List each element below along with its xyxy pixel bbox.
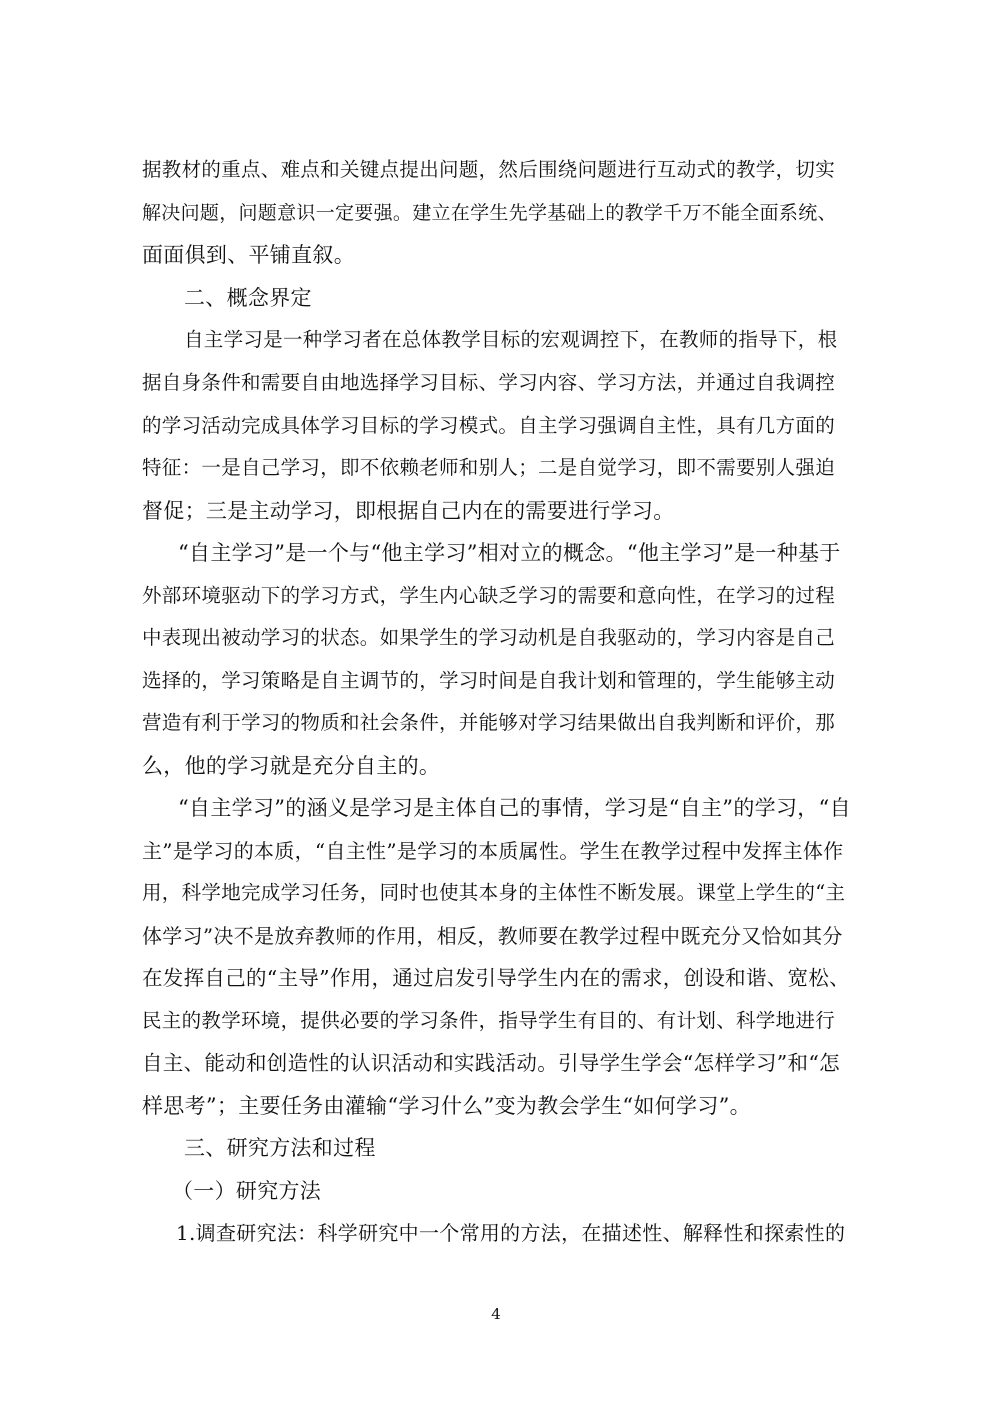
text-line: 面面俱到、平铺直叙。	[142, 243, 355, 267]
subsection-heading: （一）研究方法	[172, 1179, 322, 1203]
text-line: 中表现出被动学习的状态。如果学生的学习动机是自我驱动的，学习内容是自己	[142, 626, 836, 649]
text-line: 特征：一是自己学习，即不依赖老师和别人；二是自觉学习，即不需要别人强迫	[142, 456, 836, 479]
text-line: 体学习”决不是放弃教师的作用，相反，教师要在教学过程中既充分又恰如其分	[142, 924, 843, 948]
text-line: 的学习活动完成具体学习目标的学习模式。自主学习强调自主性，具有几方面的	[142, 414, 836, 437]
text-line: 样思考”；主要任务由灌输“学习什么”变为教会学生“如何学习”。	[142, 1094, 751, 1118]
text-line: 外部环境驱动下的学习方式，学生内心缺乏学习的需要和意向性，在学习的过程	[142, 584, 836, 607]
text-line: 自主、能动和创造性的认识活动和实践活动。引导学生学会“怎样学习”和“怎	[142, 1051, 840, 1075]
text-line: “自主学习”的涵义是学习是主体自己的事情，学习是“自主”的学习，“自	[178, 796, 851, 820]
text-line: “自主学习”是一个与“他主学习”相对立的概念。“他主学习”是一种基于	[178, 541, 841, 565]
text-line: 选择的，学习策略是自主调节的，学习时间是自我计划和管理的，学生能够主动	[142, 669, 836, 692]
section-heading: 三、研究方法和过程	[184, 1136, 376, 1160]
text-line: 营造有利于学习的物质和社会条件，并能够对学习结果做出自我判断和评价，那	[142, 711, 836, 734]
text-line: 解决问题，问题意识一定要强。建立在学生先学基础上的教学千万不能全面系统、	[142, 202, 837, 224]
text-line: 督促；三是主动学习，即根据自己内在的需要进行学习。	[142, 499, 675, 523]
section-heading: 二、概念界定	[184, 286, 312, 310]
text-line: 民主的教学环境，提供必要的学习条件，指导学生有目的、有计划、科学地进行	[142, 1009, 836, 1032]
text-line: 在发挥自己的“主导”作用，通过启发引导学生内在的需求，创设和谐、宽松、	[142, 966, 850, 990]
page-number: 4	[491, 1305, 501, 1323]
text-line: 主”是学习的本质，“自主性”是学习的本质属性。学生在教学过程中发挥主体作	[142, 839, 844, 863]
text-line: 1.调查研究法：科学研究中一个常用的方法，在描述性、解释性和探索性的	[176, 1221, 846, 1245]
text-line: 自主学习是一种学习者在总体教学目标的宏观调控下，在教师的指导下，根	[184, 328, 838, 351]
text-line: 据教材的重点、难点和关键点提出问题，然后围绕问题进行互动式的教学，切实	[142, 158, 836, 181]
text-line: 用，科学地完成学习任务，同时也使其本身的主体性不断发展。课堂上学生的“主	[142, 881, 846, 904]
text-line: 据自身条件和需要自由地选择学习目标、学习内容、学习方法，并通过自我调控	[142, 371, 836, 394]
text-line: 么，他的学习就是充分自主的。	[142, 754, 441, 778]
